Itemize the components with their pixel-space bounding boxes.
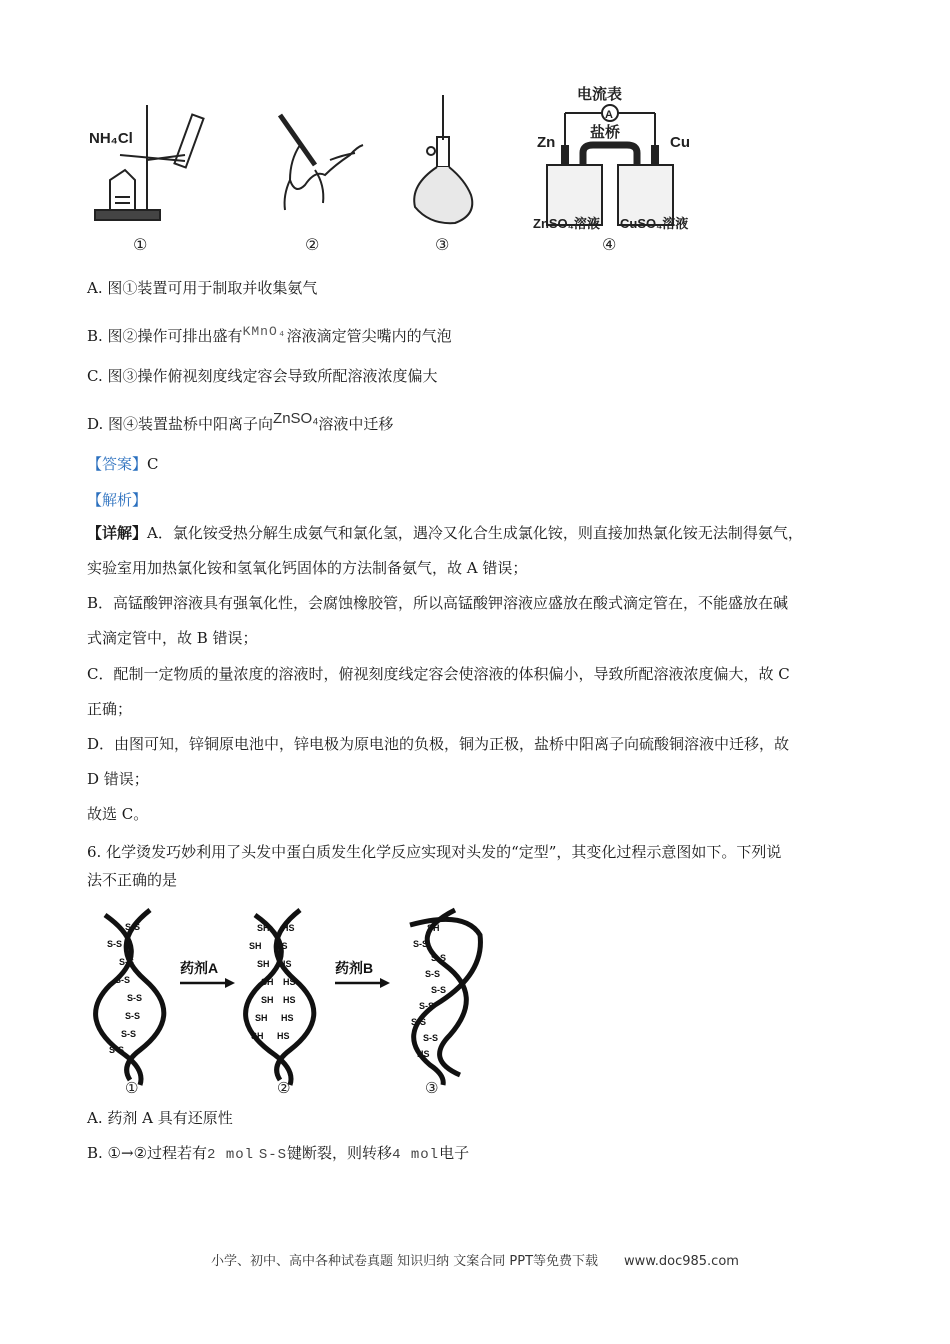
svg-text:HS: HS — [283, 995, 296, 1005]
option-5a: A. 图①装置可用于制取并收集氨气 — [87, 279, 318, 297]
option-6b: B. ①→②过程若有2 mol S-S键断裂，则转移4 mol电子 — [87, 1144, 470, 1163]
helix-2-caption: ② — [277, 1080, 291, 1097]
svg-text:S-S: S-S — [119, 957, 135, 967]
zn-label: Zn — [537, 134, 556, 151]
svg-text:S-S: S-S — [413, 939, 429, 949]
svg-text:S-S: S-S — [431, 985, 447, 995]
svg-text:SH: SH — [255, 1013, 268, 1023]
svg-text:HS: HS — [281, 1013, 294, 1023]
svg-text:SH: SH — [257, 959, 270, 969]
arrow-agent-b — [335, 960, 390, 988]
znso4-label: ZnSO₄溶液 — [533, 216, 600, 231]
svg-text:S-S: S-S — [121, 1029, 137, 1039]
svg-text:S-S: S-S — [125, 922, 141, 932]
ammeter-label: 电流表 — [577, 86, 623, 103]
svg-text:S-S: S-S — [107, 939, 123, 949]
svg-text:S-S: S-S — [109, 1045, 125, 1055]
detail-d-line2: D 错误； — [87, 770, 149, 788]
agent-b-label: 药剂B — [335, 960, 374, 976]
svg-text:SH: SH — [251, 1031, 264, 1041]
analysis-heading: 【解析】 — [87, 491, 148, 509]
conclusion-line: 故选 C。 — [87, 805, 149, 823]
fig4-galvanic-cell — [533, 85, 690, 231]
svg-text:S-S: S-S — [419, 1001, 435, 1011]
option-6a: A. 药剂 A 具有还原性 — [87, 1109, 233, 1127]
detail-d-line1: D．由图可知，锌铜原电池中，锌电极为原电池的负极，铜为正极，盐桥中阳离子向硫酸铜溶液中迁移，故 — [87, 735, 790, 753]
detail-c-line1: C．配制一定物质的量浓度的溶液时，俯视刻度线定容会使溶液的体积偏小，导致所配溶液浓度偏大，故 C — [87, 665, 790, 683]
detail-a-line1: 【详解】A．氯化铵受热分解生成氨气和氯化氢，遇冷又化合生成氯化铵，则直接加热氯化铵无法制得氨气， — [87, 524, 803, 542]
arrow-agent-a — [180, 960, 235, 988]
detail-a-line2: 实验室用加热氯化铵和氢氧化钙固体的方法制备氨气，故 A 错误； — [87, 559, 528, 577]
svg-text:S-S: S-S — [125, 1011, 141, 1021]
fig1-caption: ① — [133, 237, 148, 254]
svg-text:HS: HS — [417, 1049, 430, 1059]
hair-helix-figure — [85, 895, 505, 1100]
helix-1-caption: ① — [125, 1080, 139, 1097]
fig4-caption: ④ — [602, 237, 617, 254]
option-5d: D. 图④装置盐桥中阳离子向ZnSO₄溶液中迁移 — [87, 410, 394, 433]
svg-text:S-S: S-S — [425, 969, 441, 979]
svg-text:S-S: S-S — [423, 1033, 439, 1043]
fig3-volumetric-flask — [414, 95, 472, 223]
salt-bridge-label: 盐桥 — [590, 124, 621, 141]
answer-line: 【答案】C — [87, 455, 159, 473]
svg-text:S-S: S-S — [431, 953, 447, 963]
detail-b-line2: 式滴定管中，故 B 错误； — [87, 629, 258, 647]
helix-2-bonds — [249, 923, 296, 1041]
question-6-line2: 法不正确的是 — [87, 871, 178, 889]
svg-text:HS: HS — [283, 977, 296, 987]
svg-text:SH: SH — [249, 941, 262, 951]
svg-text:S-S: S-S — [115, 975, 131, 985]
svg-text:S-S: S-S — [411, 1017, 427, 1027]
cu-label: Cu — [670, 134, 690, 151]
svg-text:S-S: S-S — [127, 993, 143, 1003]
helix-3-caption: ③ — [425, 1080, 439, 1097]
svg-text:HS: HS — [277, 1031, 290, 1041]
kmno4-formula: KMnO₄ — [242, 324, 287, 339]
svg-text:SH: SH — [261, 995, 274, 1005]
svg-text:HS: HS — [279, 959, 292, 969]
agent-a-label: 药剂A — [180, 960, 219, 976]
apparatus-figure — [85, 85, 745, 260]
detail-b-line1: B．高锰酸钾溶液具有强氧化性，会腐蚀橡胶管，所以高锰酸钾溶液应盛放在酸式滴定管在，不能盛放在碱 — [87, 594, 789, 612]
page-footer: 小学、初中、高中各种试卷真题 知识归纳 文案合同 PPT等免费下载 www.doc985.com — [211, 1254, 739, 1269]
znso4-formula: ZnSO₄ — [273, 410, 319, 427]
svg-text:A: A — [605, 109, 613, 121]
svg-text:HS: HS — [282, 923, 295, 933]
svg-text:SH: SH — [427, 923, 440, 933]
svg-text:SH: SH — [261, 977, 274, 987]
cuso4-label: CuSO₄溶液 — [620, 216, 689, 231]
fig1-heating-apparatus — [89, 105, 204, 220]
detail-c-line2: 正确； — [87, 700, 133, 718]
option-5c: C. 图③操作俯视刻度线定容会导致所配溶液浓度偏大 — [87, 367, 438, 385]
helix-2 — [246, 910, 314, 1085]
svg-text:HS: HS — [275, 941, 288, 951]
fig2-caption: ② — [305, 237, 320, 254]
question-6-line1: 6. 化学烫发巧妙利用了头发中蛋白质发生化学反应实现对头发的“定型”，其变化过程示意图如下。下列说 — [87, 843, 782, 861]
nh4cl-label: NH₄Cl — [89, 130, 133, 147]
svg-text:SH: SH — [257, 923, 270, 933]
fig2-burette-hands — [280, 115, 363, 210]
option-5b: B. 图②操作可排出盛有KMnO₄溶液滴定管尖嘴内的气泡 — [87, 324, 452, 345]
fig3-caption: ③ — [435, 237, 450, 254]
